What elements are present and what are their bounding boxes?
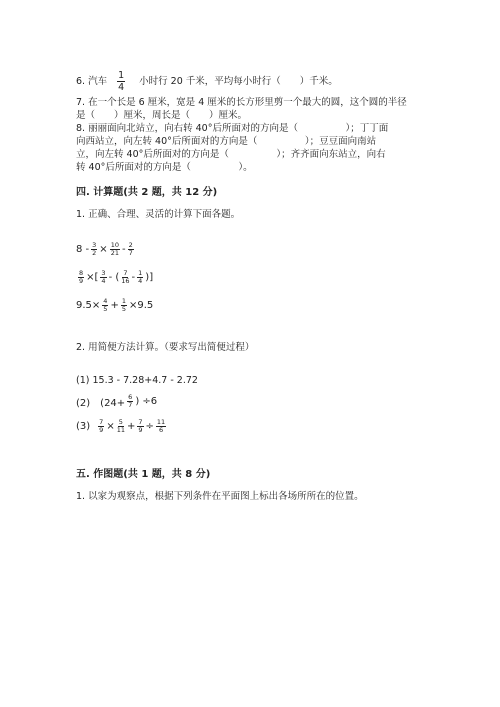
e2-term: ) ÷6 [135,396,158,407]
calc-expression-3 [76,298,153,313]
expr2-bracket-open: ×[ [86,272,99,283]
simplify-expression-3 [76,419,168,434]
e3-fraction-2: $\frac{5}{11}$ [116,418,125,434]
e3-fraction-4: $\frac{11}{6}$ [156,418,166,434]
simplify-expression-2 [76,394,157,409]
q6-frac-num: 1 [118,70,125,81]
e3-fraction-1: $\frac{7}{9}$ [99,418,104,434]
section-4-q2-text: 2. 用简便方法计算。（要求写出简便过程） [76,342,255,353]
expr3-term: ×9.5 [128,300,154,311]
section-5-title: 五. 作图题(共 1 题，共 8 分) [76,469,211,480]
question-6 [76,70,338,93]
q6-frac-den: 4 [118,82,125,93]
e3-fraction-3: $\frac{7}{9}$ [138,418,143,434]
expr3-term: 9.5× [76,300,101,311]
e2-fraction: $\frac{6}{7}$ [128,393,133,409]
expr1-fraction-3: $\frac{2}{7}$ [128,241,133,257]
expr2-fraction-2: $\frac{3}{4}$ [101,269,106,285]
expr3-operator: + [110,300,119,311]
question-8-line-1: 8. 丽丽面向北站立，向右转 40°后所面对的方向是（ ）；丁丁面 [76,123,389,134]
expr3-fraction-1: $\frac{4}{5}$ [103,297,108,313]
calc-expression-1 [76,242,136,257]
section-4-q1-text: 1. 正确、合理、灵活的计算下面各题。 [76,209,241,220]
question-7-line-1: 7. 在一个长是 6 厘米，宽是 4 厘米的长方形里剪一个最大的圆，这个圆的半径 [76,97,407,108]
calc-expression-2 [76,270,153,285]
e3-term: (3) [76,421,91,432]
expr2-fraction-3: $\frac{7}{16}$ [121,269,130,285]
section-4-title: 四. 计算题(共 2 题，共 12 分) [76,187,218,198]
section-5-q1-text: 1. 以家为观察点，根据下列条件在平面图上标出各场所所在的位置。 [76,491,364,502]
simplify-expression-1: (1) 15.3 - 7.28+4.7 - 2.72 [76,375,198,386]
expr1-fraction-2: $\frac{10}{21}$ [110,241,119,257]
q6-fraction [117,70,125,93]
question-8-line-2: 向西站立，向左转 40°后所面对的方向是（ ）；豆豆面向南站 [76,136,377,147]
question-7-line-2: 是（ ）厘米，周长是（ ）厘米。 [76,110,248,121]
q6-prefix: 6. 汽车 [76,76,108,87]
e3-operator: ÷ [145,421,154,432]
q6-suffix: 小时行 20 千米，平均每小时行（ ）千米。 [139,76,338,87]
expr2-fraction-1: $\frac{8}{9}$ [79,269,84,285]
expr1-operator: - [121,244,126,255]
expr1-operator: × [99,244,108,255]
expr3-fraction-2: $\frac{1}{5}$ [121,297,126,313]
question-8-line-3: 立，向左转 40°后所面对的方向是（ ）；齐齐面向东站立，向右 [76,149,386,160]
expr2-fraction-4: $\frac{1}{4}$ [138,269,143,285]
e3-operator: × [106,421,115,432]
e3-operator: + [126,421,136,432]
expr2-operator: - ( [108,272,120,283]
expr1-term: 8 - [76,244,90,255]
expr2-bracket-close: )] [145,272,154,283]
expr2-operator: - [131,272,136,283]
e2-term: (2) (24+ [76,398,126,409]
expr1-fraction-1: $\frac{3}{2}$ [92,241,97,257]
question-8-line-4: 转 40°后所面对的方向是（ ）。 [76,162,253,173]
